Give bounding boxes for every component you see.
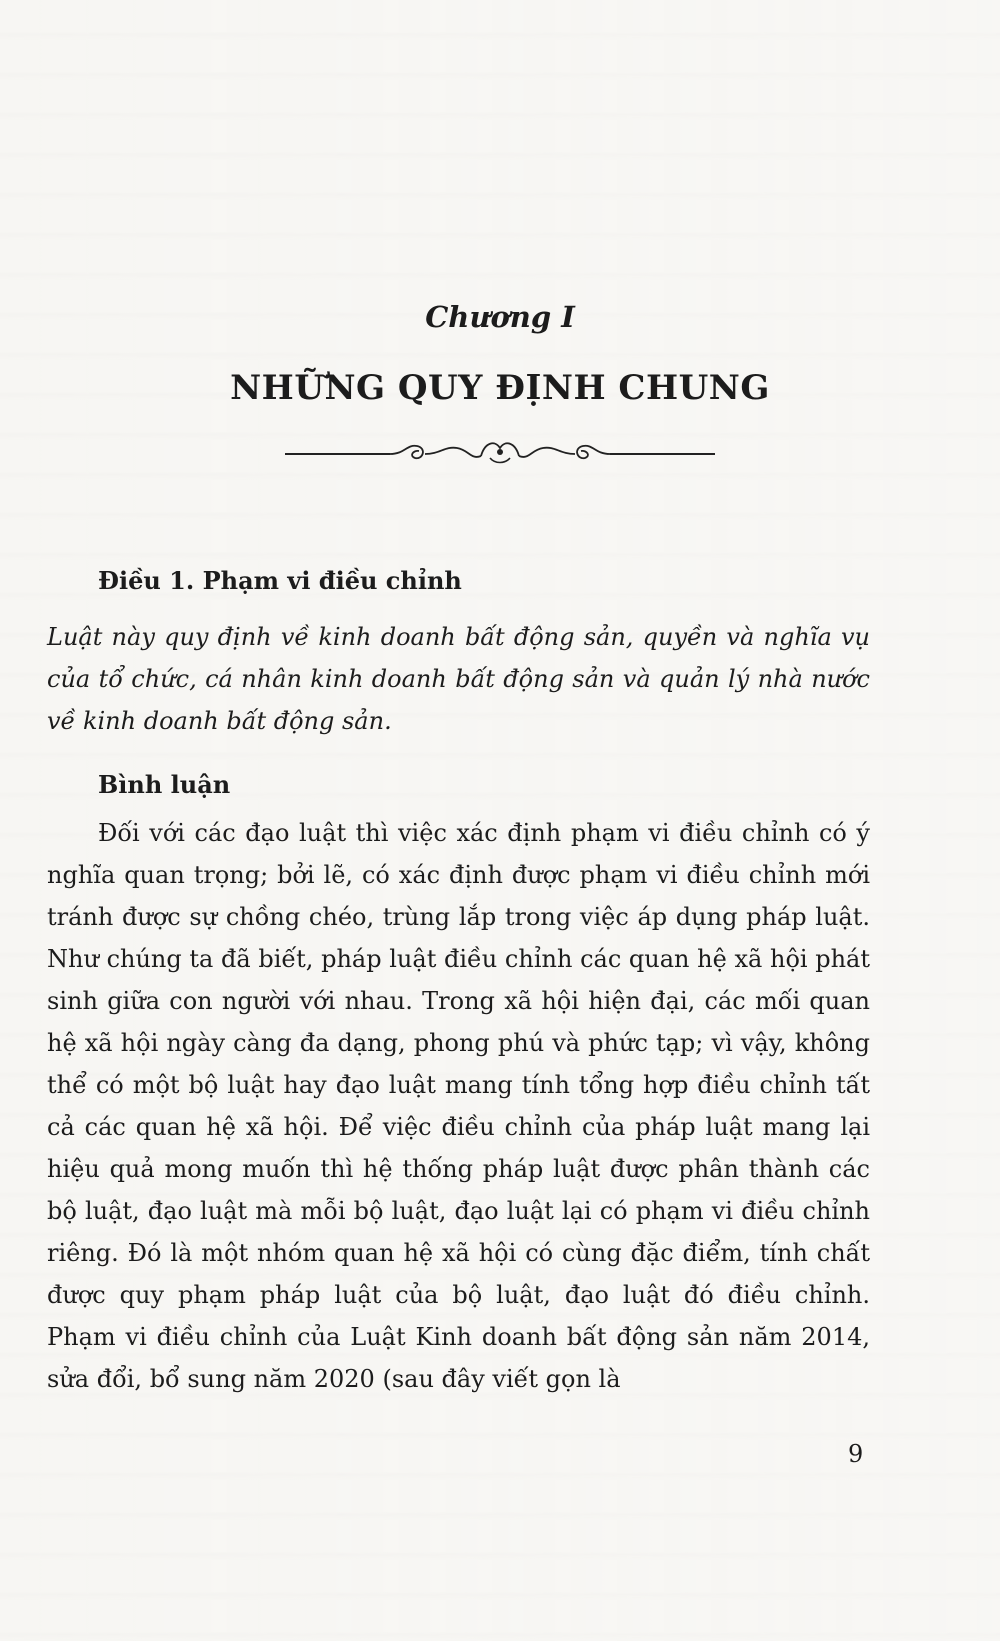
scroll-ornament-icon: [285, 436, 715, 468]
article-heading: Điều 1. Phạm vi điều chỉnh: [98, 566, 462, 595]
commentary-heading: Bình luận: [98, 770, 231, 799]
page-number: 9: [848, 1440, 864, 1468]
chapter-title: NHỮNG QUY ĐỊNH CHUNG: [230, 368, 770, 408]
commentary-paragraph: Đối với các đạo luật thì việc xác định phạm vi điều chỉnh có ý nghĩa quan trọng; bởi lẽ, có xác định được phạm vi điều chỉnh mới tránh được sự chồng chéo, trùng lắp trong việc áp dụng pháp luật. Như chúng ta đã biết, pháp luật điều chỉnh các quan hệ xã hội phát sinh giữa con người với nhau. Trong xã hội hiện đại, các mối quan hệ xã hội ngày càng đa dạng, phong phú và phức tạp; vì vậy, không thể có một bộ luật hay đạo luật mang tính tổng hợp điều chỉnh tất cả các quan hệ xã hội. Để việc điều chỉnh của pháp luật mang lại hiệu quả mong muốn thì hệ thống pháp luật được phân thành các bộ luật, đạo luật mà mỗi bộ luật, đạo luật lại có phạm vi điều chỉnh riêng. Đó là một nhóm quan hệ xã hội có cùng đặc điểm, tính chất được quy phạm pháp luật của bộ luật, đạo luật đó điều chỉnh. Phạm vi điều chỉnh của Luật Kinh doanh bất động sản năm 2014, sửa đổi, bổ sung năm 2020 (sau đây viết gọn là: [47, 819, 870, 1393]
article-text: Luật này quy định về kinh doanh bất động sản, quyền và nghĩa vụ của tổ chức, cá nhân kinh doanh bất động sản và quản lý nhà nước về kinh doanh bất động sản.: [47, 623, 870, 735]
chapter-label: Chương I: [425, 300, 575, 334]
